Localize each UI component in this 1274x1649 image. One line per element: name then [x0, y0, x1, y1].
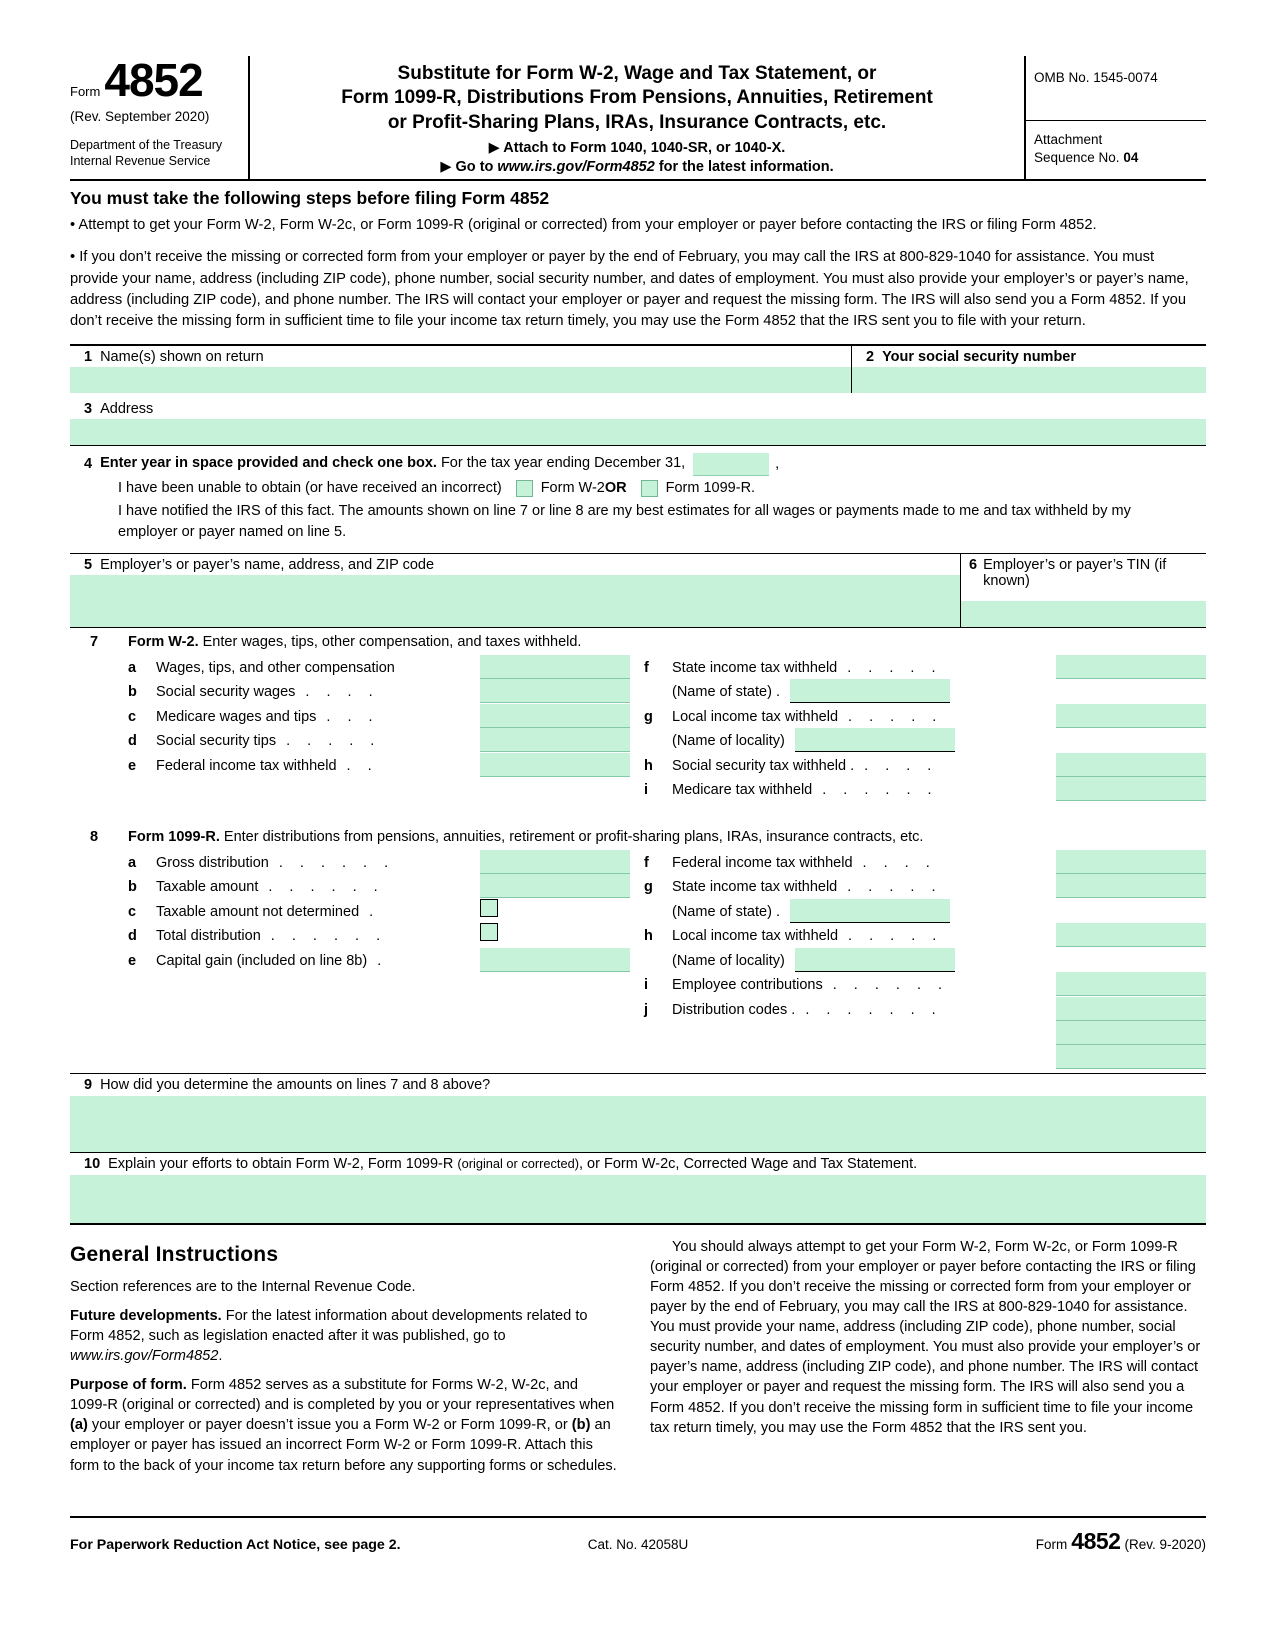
line8e-row: e Capital gain (included on line 8b) . — [128, 947, 630, 972]
general-instructions-heading: General Instructions — [70, 1242, 279, 1266]
line4-instruction: Enter year in space provided and check one box. For the tax year ending December 31, — [100, 455, 686, 472]
gi-section-references: Section references are to the Internal Revenue Code. — [70, 1278, 416, 1295]
line7g-locality-row: (Name of locality) — [644, 728, 1206, 753]
steps-bullet-2: • If you don’t receive the missing or corrected form from your employer or payer by the end of February, you may call the IRS at 800-829-1040 for assistance. You must provide your name, address (including ZIP code), phone number, social security number, and dates of employment. You must also provide your employer’s or payer’s name, address (including ZIP code), and phone number. The IRS will contact your employer or payer and request the missing form. The IRS will also send you a Form 4852. If you don’t receive the missing form in sufficient time to file your income tax return timely, you may use the Form 4852 that the IRS sent you to file with your return. — [70, 249, 1189, 330]
tax-year-field[interactable] — [693, 453, 769, 476]
line9-label: 9 How did you determine the amounts on lines 7 and 8 above? — [84, 1076, 491, 1093]
line7d-field[interactable] — [480, 728, 630, 752]
attachment-sequence: Attachment Sequence No. 04 — [1034, 131, 1139, 165]
line7f-row: f State income tax withheld . . . . . — [644, 654, 1206, 679]
line8a-field[interactable] — [480, 850, 630, 874]
goto-instruction: ▶ Go to www.irs.gov/Form4852 for the latest information. — [440, 158, 834, 175]
steps-heading: You must take the following steps before filing Form 4852 — [70, 187, 550, 208]
line8g-row: g State income tax withheld . . . . . — [644, 874, 1206, 899]
line3-label: 3 Address — [84, 400, 154, 417]
line4-unable-text: I have been unable to obtain (or have received an incorrect) — [118, 480, 502, 496]
agency-line-1: Department of the Treasury — [70, 138, 223, 153]
line8c-row: c Taxable amount not determined . — [128, 898, 630, 923]
line-5-6-row — [70, 554, 1206, 627]
line5-label: 5 Employer’s or payer’s name, address, and ZIP code — [84, 557, 435, 573]
line7e-field[interactable] — [480, 753, 630, 777]
line7d-row: d Social security tips . . . . . — [128, 728, 630, 753]
line-7-section — [70, 628, 1206, 801]
form-header — [70, 56, 1206, 181]
paperwork-notice: For Paperwork Reduction Act Notice, see page 2. — [70, 1537, 401, 1553]
agency-line-2: Internal Revenue Service — [70, 154, 211, 169]
line8j-row: j Distribution codes . . . . . . . . — [644, 996, 1206, 1021]
footer-form-id: Form 4852 (Rev. 9-2020) — [1035, 1528, 1207, 1554]
irs-url-2: www.irs.gov/Form4852 — [70, 1347, 219, 1364]
line10-explanation-field[interactable] — [70, 1175, 1206, 1223]
line-3-row — [70, 398, 1206, 445]
line4-number: 4 — [84, 456, 93, 472]
line8-locality-name-field[interactable] — [795, 948, 955, 972]
line8a-row: a Gross distribution . . . . . . — [128, 849, 630, 874]
irs-url: www.irs.gov/Form4852 — [497, 158, 655, 175]
form-revision: (Rev. September 2020) — [70, 109, 210, 125]
line7e-row: e Federal income tax withheld . . — [128, 752, 630, 777]
line8f-field[interactable] — [1056, 850, 1206, 874]
line7h-field[interactable] — [1056, 753, 1206, 777]
omb-block — [1026, 56, 1206, 179]
line10-label: 10 Explain your efforts to obtain Form W-2, Form 1099-R (original or corrected), or Form W-2c, Corrected Wage and Tax Statement. — [84, 1155, 918, 1172]
line8j-field[interactable] — [1056, 997, 1206, 1021]
line7-title: Form W-2. Enter wages, tips, other compensation, and taxes withheld. — [128, 634, 582, 650]
line8b-row: b Taxable amount . . . . . . — [128, 874, 630, 899]
line7a-row: a Wages, tips, and other compensation — [128, 654, 630, 679]
gi-right-paragraph: You should always attempt to get your Form W-2, Form W-2c, or Form 1099-R (original or corrected) from your employer or payer before contacting the IRS or filing Form 4852. If you don’t receive the missing or corrected form from your employer or payer by the end of February, you may call the IRS at 800-829-1040 for assistance. You must provide your name, address (including ZIP code), phone number, social security number, and dates of employment. You must also provide your employer’s or payer’s name, address (including ZIP code), and phone number. The IRS will contact your employer or payer and request the missing form. The IRS will also send you a Form 4852. If you don’t receive the missing form in sufficient time to file your income tax return timely, you may use the Form 4852 that the IRS sent you. — [650, 1238, 1201, 1436]
form-number: 4852 — [104, 54, 203, 106]
line8-state-name-field[interactable] — [790, 899, 950, 923]
line7i-row: i Medicare tax withheld . . . . . . — [644, 777, 1206, 802]
title-line-3: or Profit-Sharing Plans, IRAs, Insurance Contracts, etc. — [387, 111, 887, 133]
line8i-field[interactable] — [1056, 972, 1206, 996]
line7c-field[interactable] — [480, 704, 630, 728]
line7-state-name-field[interactable] — [790, 679, 950, 703]
name-on-return-field[interactable] — [70, 367, 851, 393]
line7b-field[interactable] — [480, 679, 630, 703]
line7b-row: b Social security wages . . . . — [128, 679, 630, 704]
form-w2-checkbox[interactable] — [516, 480, 533, 497]
line8b-field[interactable] — [480, 874, 630, 898]
line7g-row: g Local income tax withheld . . . . . — [644, 703, 1206, 728]
employer-name-address-field[interactable] — [70, 575, 960, 627]
employer-tin-field[interactable] — [961, 601, 1206, 627]
ssn-field[interactable] — [852, 367, 1206, 393]
line8j-field-continued[interactable] — [1056, 1021, 1206, 1069]
line7-locality-name-field[interactable] — [795, 728, 955, 752]
line-10-block — [70, 1153, 1206, 1223]
title-line-2: Form 1099-R, Distributions From Pensions, Annuities, Retirement — [341, 87, 933, 109]
attach-instruction: ▶ Attach to Form 1040, 1040-SR, or 1040-X. — [488, 139, 786, 156]
form-1099r-checkbox[interactable] — [641, 480, 658, 497]
steps-bullet-1: • Attempt to get your Form W-2, Form W-2c, or Form 1099-R (original or corrected) from your employer or payer before contacting the IRS or filing Form 4852. — [70, 216, 1097, 233]
taxable-amount-not-determined-checkbox[interactable] — [480, 899, 498, 917]
total-distribution-checkbox[interactable] — [480, 923, 498, 941]
gi-purpose-of-form: Purpose of form. Form 4852 serves as a substitute for Forms W-2, W-2c, and 1099-R (original or corrected) and is completed by you or your representatives when (a) your employer or payer doesn’t issue you a Form W-2 or Form 1099-R, or (b) an employer or payer has issued an incorrect Form W-2 or Form 1099-R. Attach this form to the back of your income tax return before any supporting forms or schedules. — [70, 1377, 617, 1474]
line8i-row: i Employee contributions . . . . . . — [644, 972, 1206, 997]
line-4-block: 4 Enter year in space provided and check one box. For the tax year ending December 31, , I have been unable to obtain (or have received an incorrect) Form W-2 OR Form 1099-R. I have notified the IRS of this fact. The amounts shown on line 7 or line 8 are my best estimates for all wages or payments made to me and tax withheld by my employer or payer named on line 5. — [70, 446, 1206, 554]
line8g-field[interactable] — [1056, 874, 1206, 898]
general-instructions — [70, 1237, 1206, 1485]
line8-number: 8 — [90, 829, 99, 845]
line6-label: 6 Employer’s or payer’s TIN (if known) — [969, 557, 1167, 589]
form-title-block — [248, 56, 1026, 179]
line8g-state-row: (Name of state) . — [644, 898, 1206, 923]
line7c-row: c Medicare wages and tips . . . — [128, 703, 630, 728]
line8h-row: h Local income tax withheld . . . . . — [644, 923, 1206, 948]
line-9-block — [70, 1074, 1206, 1152]
line7f-state-row: (Name of state) . — [644, 679, 1206, 704]
form-identity-block — [70, 56, 248, 179]
line8e-field[interactable] — [480, 948, 630, 972]
line7h-row: h Social security tax withheld . . . . . — [644, 752, 1206, 777]
line7-number: 7 — [90, 634, 99, 650]
line-1-2-row — [70, 346, 1206, 393]
address-field[interactable] — [70, 419, 1206, 445]
form-body — [70, 344, 1206, 1225]
line8h-locality-row: (Name of locality) — [644, 947, 1206, 972]
line8f-row: f Federal income tax withheld . . . . — [644, 849, 1206, 874]
line8d-row: d Total distribution . . . . . . — [128, 923, 630, 948]
line8-title: Form 1099-R. Enter distributions from pensions, annuities, retirement or profit-sharing plans, IRAs, insurance contracts, etc. — [128, 829, 924, 845]
catalog-number: Cat. No. 42058U — [587, 1537, 689, 1552]
omb-number: OMB No. 1545-0074 — [1026, 56, 1206, 121]
line2-label: 2 Your social security number — [866, 348, 1077, 365]
line7g-field[interactable] — [1056, 704, 1206, 728]
line1-label: 1 Name(s) shown on return — [84, 348, 264, 365]
line-8-section — [70, 823, 1206, 1073]
line8h-field[interactable] — [1056, 923, 1206, 947]
line9-explanation-field[interactable] — [70, 1096, 1206, 1152]
pre-filing-steps — [70, 181, 1206, 333]
page-footer — [70, 1516, 1206, 1555]
sequence-number: 04 — [1123, 149, 1139, 165]
title-line-1: Substitute for Form W-2, Wage and Tax Statement, or — [397, 63, 877, 84]
line7f-field[interactable] — [1056, 655, 1206, 679]
line7a-field[interactable] — [480, 655, 630, 679]
form-word: Form — [70, 84, 101, 99]
line4-notified-text: I have notified the IRS of this fact. The amounts shown on line 7 or line 8 are my best estimates for all wages or payments made to me and tax withheld by my employer or payer named on line 5. — [118, 502, 1131, 541]
gi-future-developments: Future developments. For the latest information about developments related to Form 4852, such as legislation enacted after it was published, go to www.irs.gov/Form4852. — [70, 1307, 588, 1364]
line7i-field[interactable] — [1056, 777, 1206, 801]
